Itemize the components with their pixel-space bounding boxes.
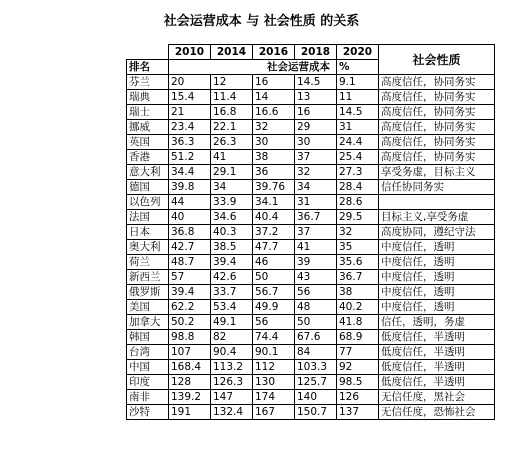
country-cell: 芬兰 [127,75,169,90]
value-cell: 41 [211,150,253,165]
nature-cell: 中度信任，透明 [379,240,495,255]
value-cell: 34.1 [253,195,295,210]
value-cell: 34 [211,180,253,195]
table-row [127,390,495,405]
nature-cell: 高度协同，遵纪守法 [379,225,495,240]
table-row [127,150,495,165]
value-cell: 36.8 [169,225,211,240]
year-header: 2018 [295,45,337,60]
value-cell: 107 [169,345,211,360]
country-cell: 荷兰 [127,255,169,270]
value-cell: 48.7 [169,255,211,270]
table-row [127,90,495,105]
header-years-row [127,45,495,60]
value-cell: 147 [211,390,253,405]
nature-cell: 低度信任，半透明 [379,345,495,360]
value-cell: 20 [169,75,211,90]
page-title: 社会运营成本 与 社会性质 的关系 [163,14,360,29]
country-cell: 新西兰 [127,270,169,285]
value-cell: 137 [337,405,379,420]
value-cell: 98.8 [169,330,211,345]
nature-cell: 中度信任，透明 [379,255,495,270]
table-row [127,345,495,360]
country-cell: 以色列 [127,195,169,210]
country-cell: 加拿大 [127,315,169,330]
cost-header [169,60,337,75]
table-row [127,315,495,330]
value-cell: 36.7 [337,270,379,285]
nature-cell: 无信任度，黑社会 [379,390,495,405]
nature-cell: 低度信任，半透明 [379,375,495,390]
value-cell: 16.6 [253,105,295,120]
country-cell: 奥大利 [127,240,169,255]
value-cell: 43 [295,270,337,285]
value-cell: 36 [253,165,295,180]
nature-cell: 高度信任，协同务实 [379,120,495,135]
value-cell: 49.1 [211,315,253,330]
value-cell: 53.4 [211,300,253,315]
value-cell: 29 [295,120,337,135]
table-row [127,165,495,180]
table-row [127,360,495,375]
value-cell: 32 [295,165,337,180]
cost-header-label: 社会运营成本 [267,60,330,73]
value-cell: 174 [253,390,295,405]
value-cell: 126 [337,390,379,405]
value-cell: 16 [295,105,337,120]
value-cell: 28.6 [337,195,379,210]
value-cell: 191 [169,405,211,420]
value-cell: 12 [211,75,253,90]
nature-cell: 享受务虚，目标主义 [379,165,495,180]
country-cell: 台湾 [127,345,169,360]
table-row [127,225,495,240]
nature-header: 社会性质 [379,45,495,75]
value-cell: 13 [295,90,337,105]
year-header: 2010 [169,45,211,60]
table-row [127,330,495,345]
value-cell: 125.7 [295,375,337,390]
data-table [126,44,495,420]
country-cell: 印度 [127,375,169,390]
header-corner [127,45,169,60]
value-cell: 11.4 [211,90,253,105]
value-cell: 41 [295,240,337,255]
country-cell: 德国 [127,180,169,195]
value-cell: 33.9 [211,195,253,210]
value-cell: 42.7 [169,240,211,255]
nature-cell [379,195,495,210]
country-cell: 香港 [127,150,169,165]
value-cell: 168.4 [169,360,211,375]
value-cell: 167 [253,405,295,420]
country-cell: 韩国 [127,330,169,345]
value-cell: 37.2 [253,225,295,240]
table-row [127,240,495,255]
value-cell: 74.4 [253,330,295,345]
table-row [127,285,495,300]
value-cell: 51.2 [169,150,211,165]
table-row [127,405,495,420]
country-cell: 法国 [127,210,169,225]
country-cell: 中国 [127,360,169,375]
value-cell: 35 [337,240,379,255]
value-cell: 50.2 [169,315,211,330]
value-cell: 22.1 [211,120,253,135]
value-cell: 128 [169,375,211,390]
value-cell: 31 [337,120,379,135]
value-cell: 34 [295,180,337,195]
value-cell: 37 [295,225,337,240]
value-cell: 14 [253,90,295,105]
value-cell: 50 [253,270,295,285]
nature-cell: 中度信任，透明 [379,270,495,285]
nature-cell: 低度信任，半透明 [379,330,495,345]
value-cell: 14.5 [295,75,337,90]
country-cell: 瑞典 [127,90,169,105]
value-cell: 24.4 [337,135,379,150]
value-cell: 90.4 [211,345,253,360]
nature-cell: 高度信任，协同务实 [379,105,495,120]
value-cell: 82 [211,330,253,345]
value-cell: 62.2 [169,300,211,315]
value-cell: 113.2 [211,360,253,375]
value-cell: 38 [337,285,379,300]
nature-cell: 中度信任，透明 [379,285,495,300]
country-cell: 南非 [127,390,169,405]
country-cell: 瑞士 [127,105,169,120]
value-cell: 29.5 [337,210,379,225]
value-cell: 67.6 [295,330,337,345]
unit-header: % [337,60,379,75]
table-row [127,180,495,195]
table-row [127,255,495,270]
value-cell: 68.9 [337,330,379,345]
table-row [127,375,495,390]
value-cell: 15.4 [169,90,211,105]
value-cell: 139.2 [169,390,211,405]
nature-cell: 信任，透明，务虚 [379,315,495,330]
value-cell: 39.4 [211,255,253,270]
value-cell: 23.4 [169,120,211,135]
nature-cell: 无信任度，恐怖社会 [379,405,495,420]
value-cell: 40.3 [211,225,253,240]
country-cell: 英国 [127,135,169,150]
value-cell: 50 [295,315,337,330]
value-cell: 48 [295,300,337,315]
value-cell: 132.4 [211,405,253,420]
value-cell: 31 [295,195,337,210]
nature-cell: 低度信任，半透明 [379,360,495,375]
value-cell: 42.6 [211,270,253,285]
value-cell: 40.2 [337,300,379,315]
year-header: 2016 [253,45,295,60]
nature-cell: 高度信任，协同务实 [379,135,495,150]
value-cell: 32 [337,225,379,240]
year-header: 2014 [211,45,253,60]
rank-header: 排名 [127,60,169,75]
nature-cell: 目标主义,享受务虚 [379,210,495,225]
value-cell: 40 [169,210,211,225]
value-cell: 40.4 [253,210,295,225]
table-row [127,75,495,90]
value-cell: 38 [253,150,295,165]
value-cell: 32 [253,120,295,135]
nature-cell: 信任协同务实 [379,180,495,195]
value-cell: 34.6 [211,210,253,225]
table-row [127,105,495,120]
table-row [127,195,495,210]
nature-cell: 高度信任，协同务实 [379,150,495,165]
country-cell: 美国 [127,300,169,315]
value-cell: 56 [295,285,337,300]
table-body [127,75,495,420]
value-cell: 90.1 [253,345,295,360]
value-cell: 33.7 [211,285,253,300]
value-cell: 140 [295,390,337,405]
value-cell: 30 [253,135,295,150]
value-cell: 84 [295,345,337,360]
table-row [127,135,495,150]
country-cell: 日本 [127,225,169,240]
value-cell: 130 [253,375,295,390]
value-cell: 47.7 [253,240,295,255]
value-cell: 112 [253,360,295,375]
value-cell: 92 [337,360,379,375]
table-row [127,210,495,225]
country-cell: 沙特 [127,405,169,420]
nature-cell: 中度信任，透明 [379,300,495,315]
value-cell: 57 [169,270,211,285]
value-cell: 37 [295,150,337,165]
value-cell: 41.8 [337,315,379,330]
year-header: 2020 [337,45,379,60]
table-row [127,120,495,135]
value-cell: 46 [253,255,295,270]
value-cell: 38.5 [211,240,253,255]
country-cell: 意大利 [127,165,169,180]
value-cell: 150.7 [295,405,337,420]
value-cell: 44 [169,195,211,210]
value-cell: 30 [295,135,337,150]
nature-cell: 高度信任，协同务实 [379,75,495,90]
value-cell: 39.8 [169,180,211,195]
value-cell: 26.3 [211,135,253,150]
value-cell: 25.4 [337,150,379,165]
value-cell: 56 [253,315,295,330]
value-cell: 77 [337,345,379,360]
table-row [127,270,495,285]
value-cell: 56.7 [253,285,295,300]
value-cell: 16.8 [211,105,253,120]
value-cell: 39 [295,255,337,270]
value-cell: 36.7 [295,210,337,225]
value-cell: 28.4 [337,180,379,195]
value-cell: 29.1 [211,165,253,180]
value-cell: 27.3 [337,165,379,180]
value-cell: 16 [253,75,295,90]
table-row [127,300,495,315]
value-cell: 103.3 [295,360,337,375]
value-cell: 39.4 [169,285,211,300]
value-cell: 34.4 [169,165,211,180]
value-cell: 9.1 [337,75,379,90]
country-cell: 俄罗斯 [127,285,169,300]
value-cell: 36.3 [169,135,211,150]
value-cell: 39.76 [253,180,295,195]
value-cell: 21 [169,105,211,120]
value-cell: 98.5 [337,375,379,390]
value-cell: 14.5 [337,105,379,120]
value-cell: 49.9 [253,300,295,315]
nature-cell: 高度信任，协同务实 [379,90,495,105]
value-cell: 11 [337,90,379,105]
value-cell: 35.6 [337,255,379,270]
value-cell: 126.3 [211,375,253,390]
country-cell: 挪威 [127,120,169,135]
